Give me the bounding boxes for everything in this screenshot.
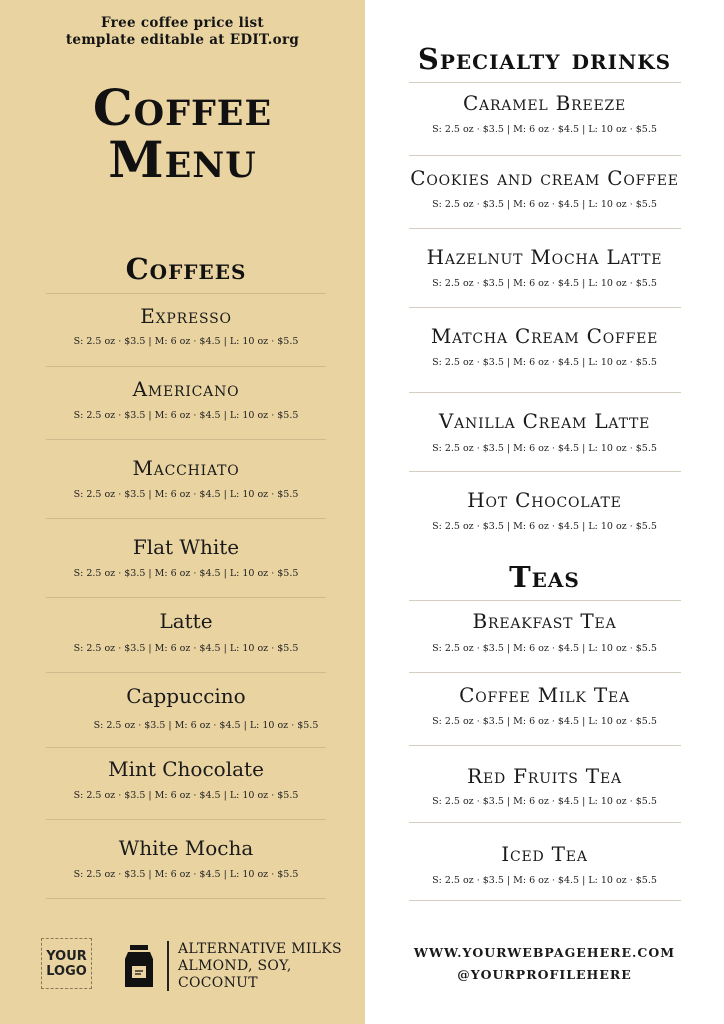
menu-item-name: Macchiato bbox=[132, 456, 240, 480]
menu-item-price: S: 2.5 oz · $3.5 | M: 6 oz · $4.5 | L: 10 oz · $5.5 bbox=[432, 796, 657, 807]
divider bbox=[409, 392, 681, 393]
divider bbox=[46, 366, 326, 367]
divider bbox=[46, 518, 326, 519]
divider bbox=[409, 471, 681, 472]
promo-line-1: Free coffee price list bbox=[101, 15, 264, 31]
divider bbox=[46, 898, 326, 899]
divider bbox=[409, 672, 681, 673]
menu-item-name: Hot Chocolate bbox=[467, 488, 622, 512]
vertical-divider bbox=[167, 941, 169, 991]
menu-item-price: S: 2.5 oz · $3.5 | M: 6 oz · $4.5 | L: 10 oz · $5.5 bbox=[432, 521, 657, 532]
menu-item-name: Red Fruits Tea bbox=[467, 764, 622, 788]
divider bbox=[409, 600, 681, 601]
divider bbox=[409, 82, 681, 83]
divider bbox=[46, 672, 326, 673]
menu-item-price: S: 2.5 oz · $3.5 | M: 6 oz · $4.5 | L: 10 oz · $5.5 bbox=[73, 790, 299, 801]
divider bbox=[409, 307, 681, 308]
menu-item-name: Mint Chocolate bbox=[108, 757, 264, 781]
divider bbox=[46, 293, 326, 294]
menu-item-name: Caramel Breeze bbox=[462, 91, 627, 115]
specialty-section-title: Specialty drinks bbox=[417, 42, 672, 76]
milks-line-3: COCONUT bbox=[178, 975, 258, 991]
milk-carton-icon bbox=[124, 945, 154, 987]
menu-item-name: Flat White bbox=[132, 535, 240, 559]
menu-item-name: Matcha Cream Coffee bbox=[430, 324, 659, 348]
website-link[interactable]: WWW.YOURWEBPAGEHERE.COM bbox=[413, 945, 676, 960]
divider bbox=[409, 900, 681, 901]
divider bbox=[46, 597, 326, 598]
menu-item-name: Hazelnut Mocha Latte bbox=[426, 245, 663, 269]
divider bbox=[409, 822, 681, 823]
menu-title-line-1: Coffee bbox=[92, 78, 273, 137]
divider bbox=[46, 747, 326, 748]
menu-item-price: S: 2.5 oz · $3.5 | M: 6 oz · $4.5 | L: 10 oz · $5.5 bbox=[432, 875, 657, 886]
menu-item-name: Americano bbox=[132, 377, 240, 401]
menu-item-price: S: 2.5 oz · $3.5 | M: 6 oz · $4.5 | L: 10 oz · $5.5 bbox=[432, 643, 657, 654]
divider bbox=[409, 155, 681, 156]
menu-item-price: S: 2.5 oz · $3.5 | M: 6 oz · $4.5 | L: 10 oz · $5.5 bbox=[432, 199, 657, 210]
menu-item-name: Coffee Milk Tea bbox=[459, 683, 630, 707]
menu-item-price: S: 2.5 oz · $3.5 | M: 6 oz · $4.5 | L: 10 oz · $5.5 bbox=[73, 410, 299, 421]
menu-item-name: Cappuccino bbox=[126, 684, 246, 708]
promo-line-2: template editable at EDIT.org bbox=[65, 32, 300, 48]
menu-item-name: Breakfast Tea bbox=[472, 609, 617, 633]
menu-item-price: S: 2.5 oz · $3.5 | M: 6 oz · $4.5 | L: 10 oz · $5.5 bbox=[432, 716, 657, 727]
logo-text-line-2: LOGO bbox=[46, 963, 87, 979]
menu-item-name: Cookies and cream Coffee bbox=[410, 166, 679, 190]
menu-title-line-2: Menu bbox=[108, 130, 257, 189]
menu-item-price: S: 2.5 oz · $3.5 | M: 6 oz · $4.5 | L: 10 oz · $5.5 bbox=[73, 643, 299, 654]
divider bbox=[46, 819, 326, 820]
menu-item-price: S: 2.5 oz · $3.5 | M: 6 oz · $4.5 | L: 10 oz · $5.5 bbox=[93, 720, 319, 731]
menu-item-price: S: 2.5 oz · $3.5 | M: 6 oz · $4.5 | L: 10 oz · $5.5 bbox=[432, 357, 657, 368]
menu-item-name: Iced Tea bbox=[501, 842, 588, 866]
milks-line-1: ALTERNATIVE MILKS bbox=[178, 941, 342, 957]
logo-text-line-1: YOUR bbox=[46, 948, 87, 964]
menu-item-price: S: 2.5 oz · $3.5 | M: 6 oz · $4.5 | L: 10 oz · $5.5 bbox=[432, 124, 657, 135]
menu-item-price: S: 2.5 oz · $3.5 | M: 6 oz · $4.5 | L: 10 oz · $5.5 bbox=[73, 568, 299, 579]
menu-item-price: S: 2.5 oz · $3.5 | M: 6 oz · $4.5 | L: 10 oz · $5.5 bbox=[432, 278, 657, 289]
menu-item-price: S: 2.5 oz · $3.5 | M: 6 oz · $4.5 | L: 10 oz · $5.5 bbox=[73, 336, 299, 347]
logo-placeholder bbox=[41, 938, 92, 989]
menu-item-price: S: 2.5 oz · $3.5 | M: 6 oz · $4.5 | L: 10 oz · $5.5 bbox=[432, 443, 657, 454]
social-profile[interactable]: @YOURPROFILEHERE bbox=[457, 967, 632, 982]
right-panel bbox=[365, 0, 724, 1024]
menu-item-price: S: 2.5 oz · $3.5 | M: 6 oz · $4.5 | L: 10 oz · $5.5 bbox=[73, 489, 299, 500]
divider bbox=[46, 439, 326, 440]
teas-section-title: Teas bbox=[509, 560, 580, 594]
divider bbox=[409, 228, 681, 229]
milks-line-2: ALMOND, SOY, bbox=[178, 958, 292, 974]
menu-item-name: Latte bbox=[159, 609, 213, 633]
menu-item-name: White Mocha bbox=[118, 836, 254, 860]
divider bbox=[409, 745, 681, 746]
menu-item-name: Vanilla Cream Latte bbox=[438, 409, 651, 433]
coffees-section-title: Coffees bbox=[125, 252, 247, 286]
menu-item-price: S: 2.5 oz · $3.5 | M: 6 oz · $4.5 | L: 10 oz · $5.5 bbox=[73, 869, 299, 880]
menu-item-name: Expresso bbox=[140, 304, 232, 328]
